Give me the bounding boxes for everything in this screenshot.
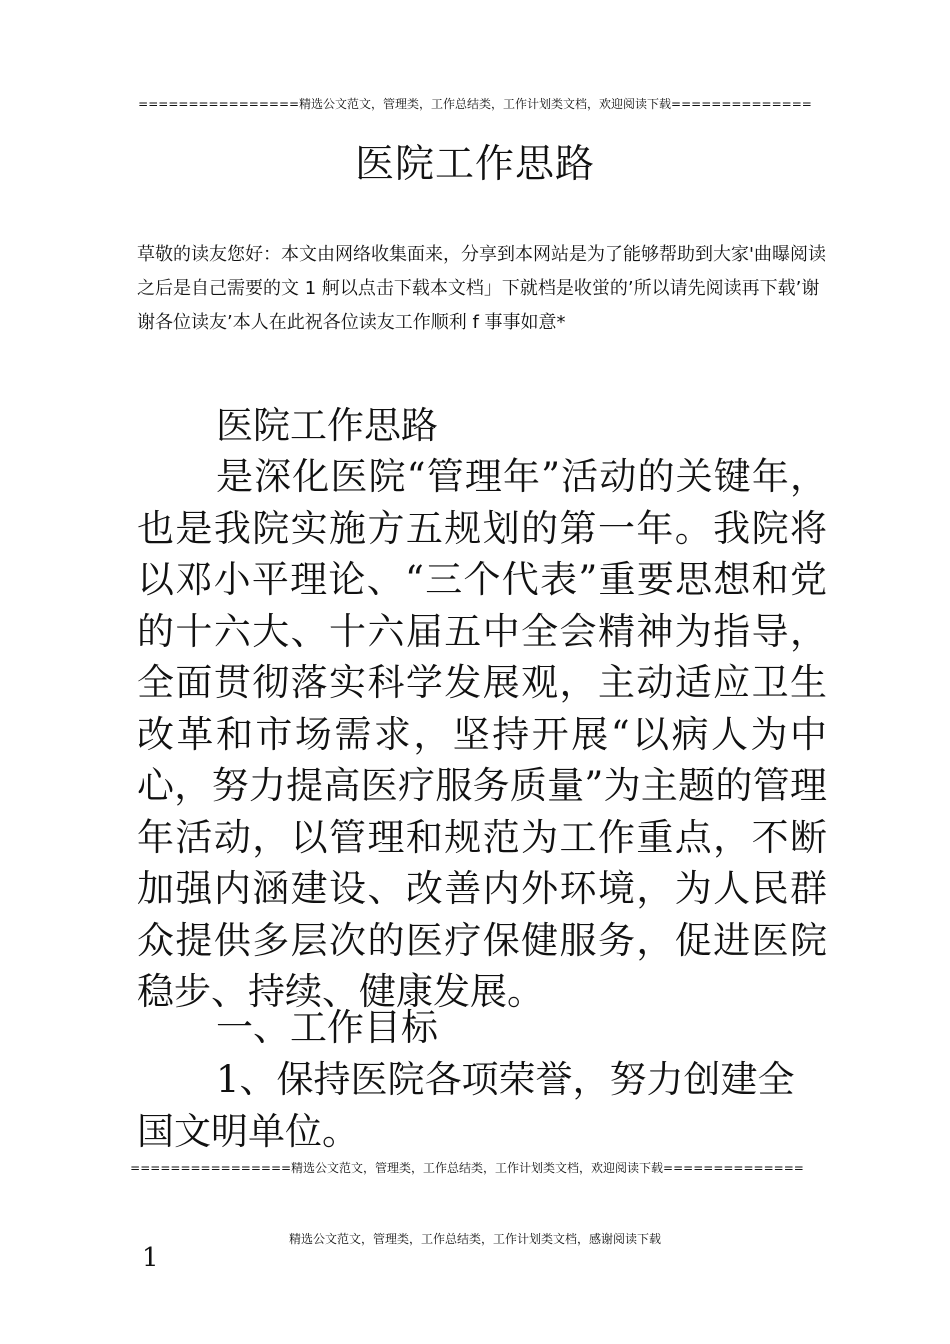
intro-paragraph: 草敬的读友您好：本文由网络收集面来，分享到本网站是为了能够帮助到大家'曲曝阅读之后是自己需要的文 1 舸以点击下载本文档」下就档是收蛍的’所以请先阅读再下载’谢谢各位读友’本人在此祝各位读友工作顺利 f 事事如意* bbox=[137, 244, 826, 333]
header-banner: ================精选公文范文，管理类，工作总结类，工作计划类文档，欢迎阅读下载============== bbox=[138, 97, 812, 111]
section-heading: 一、工作目标 bbox=[216, 1006, 438, 1049]
footer-banner: ================精选公文范文，管理类，工作总结类，工作计划类文档，欢迎阅读下载============== bbox=[130, 1161, 804, 1175]
footer-text: 精选公文范文，管理类，工作总结类，工作计划类文档，感谢阅读下载 bbox=[288, 1232, 661, 1246]
document-title: 医院工作思路 bbox=[354, 142, 595, 187]
list-item: 1、保持医院各项荣誉，努力创建全国文明单位。 bbox=[137, 1058, 795, 1153]
body-paragraph: 是深化医院“管理年”活动的关键年，也是我院实施方五规划的第一年。我院将以邓小平理论、“三个代表”重要思想和党的十六大、十六届五中全会精神为指导，全面贯彻落实科学发展观，主动适应卫生改革和市场需求，坚持开展“以病人为中心，努力提高医疗服务质量”为主题的管理年活动，以管理和规范为工作重点，不断加强内涵建设、改善内外环境，为人民群众提供多层次的医疗保健服务，促进医院稳步、持续、健康发展。 bbox=[137, 455, 827, 1013]
body-heading: 医院工作思路 bbox=[216, 404, 438, 447]
page-number: 1 bbox=[142, 1243, 159, 1273]
